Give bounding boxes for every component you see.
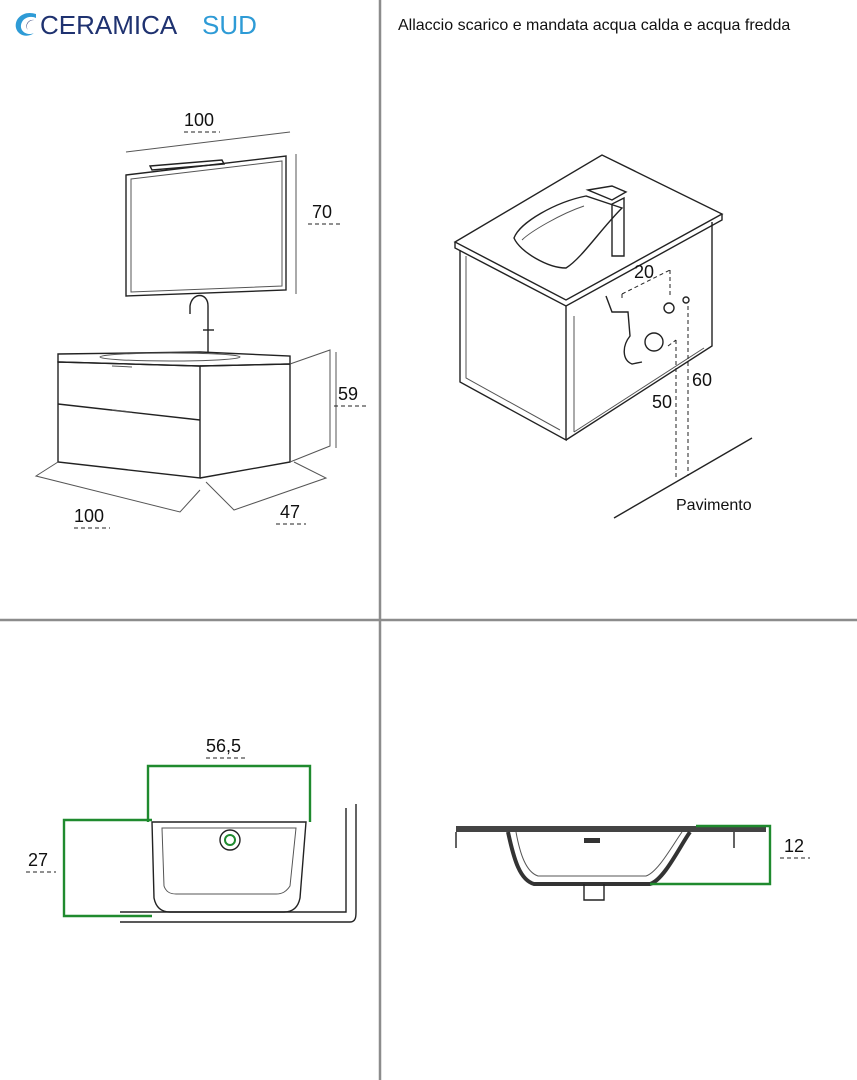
cabinet-countertop xyxy=(58,352,290,366)
basin-top-view-drawing xyxy=(26,736,356,922)
supply-valve-left-icon xyxy=(664,303,674,313)
mirror-height-label: 70 xyxy=(312,202,333,222)
basin-height-label: 12 xyxy=(784,836,805,856)
cabinet-side xyxy=(200,364,290,478)
mirror-width-guide xyxy=(126,132,290,152)
cabinet-width-label: 100 xyxy=(74,506,105,526)
vanity-overview-drawing xyxy=(36,110,368,528)
cabinet-width-guide xyxy=(36,462,200,512)
cabinet-inner-front xyxy=(466,256,560,430)
plumbing-cabinet-back xyxy=(566,222,712,440)
section-drain-stub-icon xyxy=(584,884,604,900)
countertop-edge xyxy=(455,214,722,306)
drain-leader xyxy=(668,340,676,346)
cabinet-depth-guide xyxy=(206,462,326,510)
basin-inner-outline xyxy=(162,828,296,894)
basin-drain-inner-icon xyxy=(225,835,235,845)
plumbing-countertop xyxy=(455,155,722,300)
brand-name-part1: CERAMICA xyxy=(40,10,178,40)
basin-width-dimension xyxy=(148,766,310,822)
supply-valve-right-icon xyxy=(683,297,689,303)
cabinet-front xyxy=(58,362,200,478)
cabinet-inner-back xyxy=(574,348,704,432)
drain-height-label: 50 xyxy=(652,392,673,412)
depth-wall-guide xyxy=(290,350,330,462)
pipe-spacing-label: 20 xyxy=(634,262,655,282)
cabinet-depth-label: 47 xyxy=(280,502,301,522)
brand-logo xyxy=(16,10,257,40)
basin-height-dimension xyxy=(650,826,770,884)
mirror-inner-frame xyxy=(131,161,282,292)
faucet-icon xyxy=(190,296,208,353)
basin-width-label: 56,5 xyxy=(206,736,242,756)
brand-name-part2: SUD xyxy=(202,10,257,40)
basin-depth-label: 27 xyxy=(28,850,49,870)
supply-height-label: 60 xyxy=(692,370,713,390)
floor-label: Pavimento xyxy=(676,497,752,514)
section-overflow-slot xyxy=(584,838,600,843)
drawer-handle-top xyxy=(112,366,132,367)
drain-trap-icon xyxy=(606,296,642,364)
basin-depth-dimension xyxy=(64,820,152,916)
mirror-width-label: 100 xyxy=(184,110,215,130)
plumbing-caption: Allaccio scarico e mandata acqua calda e acqua fredda xyxy=(398,17,791,34)
plumbing-basin xyxy=(514,196,622,268)
basin-inner-line xyxy=(522,206,584,240)
brand-swirl-icon xyxy=(16,13,36,36)
basin-drain-icon xyxy=(220,830,240,850)
cabinet-height-label: 59 xyxy=(338,384,359,404)
plumbing-connection-drawing xyxy=(398,17,790,518)
basin-section-drawing xyxy=(456,826,810,900)
drain-outlet-icon xyxy=(645,333,663,351)
basin-opening xyxy=(100,353,240,361)
